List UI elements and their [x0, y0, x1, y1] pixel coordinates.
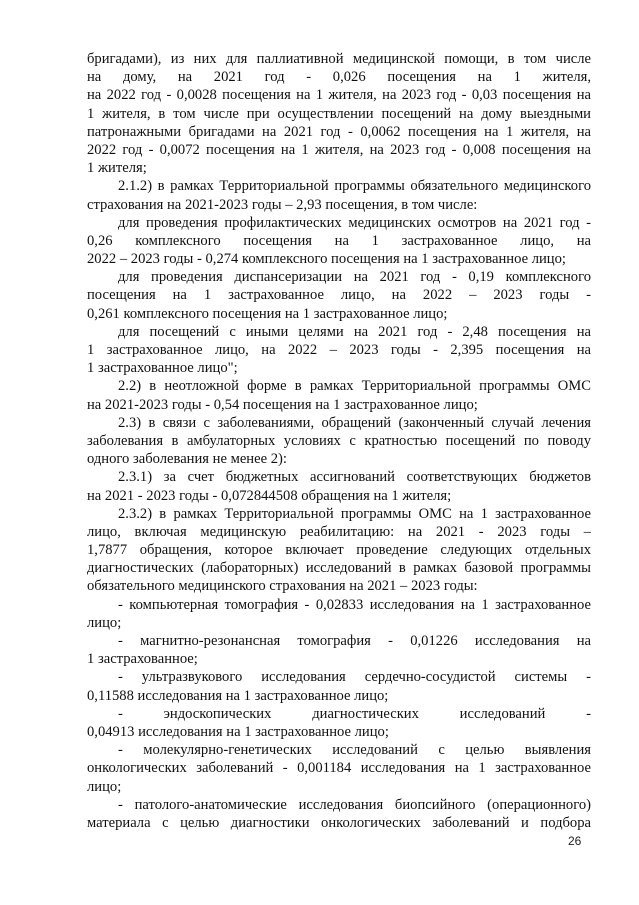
- text-line: 1 застрахованное лицо, на 2022 – 2023 годы - 2,395 посещения на: [87, 342, 591, 358]
- text-line: 1 застрахованное лицо";: [87, 360, 238, 377]
- text-line: 0,04913 исследования на 1 застрахованное лицо;: [87, 723, 389, 740]
- text-line: для проведения диспансеризации на 2021 год - 0,19 комплексного: [118, 269, 591, 286]
- text-line: 1,7877 обращения, которое включает проведение следующих отдельных: [87, 542, 591, 559]
- text-line: патронажными бригадами на 2021 год - 0,0062 посещения на 1 жителя, на: [87, 123, 591, 140]
- text-line: на 2021-2023 годы - 0,54 посещения на 1 застрахованное лицо;: [87, 396, 478, 413]
- text-line: 0,11588 исследования на 1 застрахованное лицо;: [87, 687, 389, 704]
- text-line: 2022 год - 0,0072 посещения на 1 жителя, на 2023 год - 0,008 посещения на: [87, 141, 591, 158]
- text-line: одного заболевания не менее 2):: [87, 451, 287, 468]
- text-line: лицо, включая медицинскую реабилитацию: на 2021 - 2023 годы –: [87, 523, 591, 540]
- text-line: лицо;: [87, 614, 122, 631]
- text-line: на 2021 - 2023 годы - 0,072844508 обращения на 1 жителя;: [87, 487, 452, 504]
- text-line: лицо;: [87, 778, 122, 795]
- text-line: диагностических (лабораторных) исследований в рамках базовой программы: [87, 560, 591, 577]
- text-line: бригадами), из них для паллиативной медицинской помощи, в том числе: [87, 51, 591, 67]
- text-line: для посещений с иными целями на 2021 год - 2,48 посещения на: [118, 323, 591, 340]
- text-line: на 2022 год - 0,0028 посещения на 1 жителя, на 2023 год - 0,03 посещения на: [87, 87, 591, 104]
- text-line: - ультразвукового исследования сердечно-сосудистой системы -: [118, 669, 591, 686]
- text-line: заболевания в амбулаторных условиях с кратностью посещений по поводу: [87, 432, 591, 449]
- text-line: - эндоскопических диагностических исследований -: [118, 705, 591, 722]
- page-number: 26: [568, 834, 582, 848]
- text-line: 2.3) в связи с заболеваниями, обращений (законченный случай лечения: [118, 414, 591, 431]
- text-line: 1 жителя;: [87, 160, 147, 177]
- text-line: 0,26 комплексного посещения на 1 застрахованное лицо, на: [87, 232, 591, 249]
- text-line: 2.1.2) в рамках Территориальной программы обязательного медицинского: [118, 178, 591, 195]
- text-line: - молекулярно-генетических исследований с целью выявления: [118, 742, 591, 759]
- text-line: для проведения профилактических медицинских осмотров на 2021 год -: [118, 214, 591, 231]
- text-line: 2022 – 2023 годы - 0,274 комплексного посещения на 1 застрахованное лицо;: [87, 251, 566, 268]
- text-line: 1 жителя, в том числе при осуществлении посещений на дому выездными: [87, 105, 591, 122]
- text-line: 2.3.1) за счет бюджетных ассигнований соответствующих бюджетов: [118, 469, 591, 486]
- text-line: - патолого-анатомические исследования биопсийного (операционного): [118, 796, 591, 813]
- text-line: на дому, на 2021 год - 0,026 посещения на 1 жителя,: [87, 69, 591, 86]
- text-line: онкологических заболеваний - 0,001184 исследования на 1 застрахованное: [87, 760, 591, 777]
- text-line: 2.3.2) в рамках Территориальной программы ОМС на 1 застрахованное: [118, 505, 591, 522]
- text-line: обязательного медицинского страхования на 2021 – 2023 годы:: [87, 578, 478, 595]
- text-line: 2.2) в неотложной форме в рамках Территориальной программы ОМС: [118, 378, 591, 395]
- text-line: 1 застрахованное;: [87, 651, 198, 668]
- text-line: 0,261 комплексного посещения на 1 застрахованное лицо;: [87, 305, 448, 322]
- text-line: посещения на 1 застрахованное лицо, на 2022 – 2023 годы -: [87, 287, 591, 304]
- text-line: - магнитно-резонансная томография - 0,01226 исследования на: [118, 633, 591, 649]
- text-line: страхования на 2021-2023 годы – 2,93 посещения, в том числе:: [87, 196, 478, 213]
- text-line: - компьютерная томография - 0,02833 исследования на 1 застрахованное: [118, 596, 591, 613]
- text-line: материала с целью диагностики онкологических заболеваний и подбора: [87, 814, 591, 831]
- document-body: [87, 50, 591, 832]
